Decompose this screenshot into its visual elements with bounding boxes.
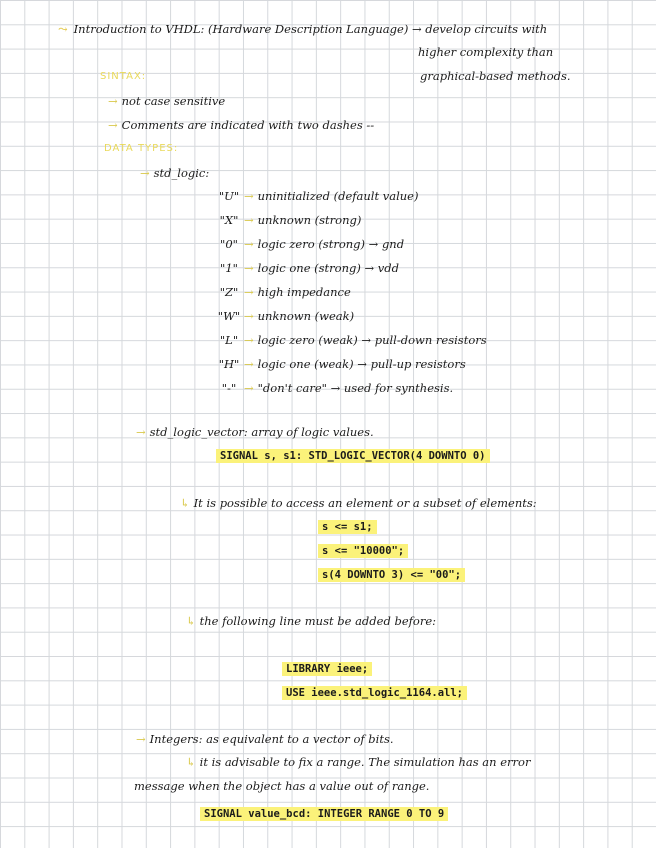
syntax-item-text: Comments are indicated with two dashes -- [121, 118, 375, 132]
std-logic-value-row [214, 333, 487, 347]
arrow-icon: → [136, 732, 146, 746]
vector-example-highlight: s <= s1; [318, 520, 377, 534]
std-logic-value-row [214, 285, 351, 299]
arrow-icon: → [244, 357, 254, 371]
integers-description: Integers: as equivalent to a vector of bits. [149, 732, 394, 746]
value-description: logic zero (weak) → pull-down resistors [257, 333, 487, 347]
library-note: the following line must be added before: [199, 614, 436, 628]
value-symbol: "W" [217, 309, 241, 323]
arrow-icon: → [244, 237, 254, 251]
library-note-line [186, 614, 436, 628]
hook-arrow-icon: ↳ [180, 496, 190, 510]
vector-description-line [136, 425, 374, 439]
arrow-icon: → [244, 333, 254, 347]
value-symbol: "L" [219, 333, 239, 347]
arrow-icon: → [244, 309, 254, 323]
arrow-icon: → [244, 381, 254, 395]
arrow-icon: → [244, 285, 254, 299]
syntax-heading: SINTAX: [100, 71, 147, 82]
arrow-icon: → [244, 189, 254, 203]
std-logic-value-row [214, 357, 466, 371]
std-logic-label-line [140, 166, 209, 180]
library-code-highlight: USE ieee.std_logic_1164.all; [282, 686, 467, 700]
value-description: unknown (weak) [257, 309, 355, 323]
value-symbol: "1" [220, 261, 238, 275]
library-code-line [282, 661, 372, 676]
value-symbol: "X" [219, 213, 239, 227]
intro-line-1 [58, 22, 547, 36]
integers-code-highlight: SIGNAL value_bcd: INTEGER RANGE 0 TO 9 [200, 807, 448, 821]
std-logic-value-row [214, 213, 361, 227]
value-description: logic one (strong) → vdd [257, 261, 400, 275]
data-types-heading: DATA TYPES: [104, 143, 179, 154]
hook-arrow-icon: ↳ [186, 614, 196, 628]
std-logic-value-row [214, 189, 418, 203]
vector-description: std_logic_vector: array of logic values. [149, 425, 374, 439]
syntax-item-1 [108, 94, 225, 108]
integers-advice-1: it is advisable to fix a range. The simulation has an error [199, 755, 531, 769]
library-code-line [282, 685, 467, 700]
intro-line-2: higher complexity than [418, 45, 554, 59]
std-logic-value-row [214, 261, 399, 275]
vector-access-note: It is possible to access an element or a subset of elements: [193, 496, 537, 510]
vector-example-line [318, 567, 465, 582]
intro-line-3: graphical-based methods. [420, 69, 571, 83]
arrow-icon: → [108, 118, 118, 132]
vector-example-line [318, 543, 408, 558]
value-description: unknown (strong) [257, 213, 362, 227]
arrow-icon: → [108, 94, 118, 108]
value-symbol: "Z" [219, 285, 239, 299]
value-description: logic one (weak) → pull-up resistors [257, 357, 466, 371]
vector-access-note-line [180, 496, 537, 510]
vector-code-highlight: SIGNAL s, s1: STD_LOGIC_VECTOR(4 DOWNTO 0) [216, 449, 490, 463]
arrow-icon: → [244, 261, 254, 275]
integers-advice-line-1 [186, 755, 530, 769]
std-logic-value-row [214, 309, 354, 323]
vector-example-line [318, 519, 377, 534]
library-code-highlight: LIBRARY ieee; [282, 662, 372, 676]
integers-line [136, 732, 394, 746]
syntax-item-text: not case sensitive [121, 94, 226, 108]
integers-advice-line-2: message when the object has a value out of range. [134, 779, 430, 793]
intro-text-1: Introduction to VHDL: (Hardware Description Language) → develop circuits with [73, 22, 548, 36]
value-description: uninitialized (default value) [257, 189, 419, 203]
value-symbol: "0" [220, 237, 238, 251]
arrow-icon: → [140, 166, 150, 180]
value-description: high impedance [257, 285, 351, 299]
hook-arrow-icon: ↳ [186, 755, 196, 769]
std-logic-label: std_logic: [153, 166, 210, 180]
std-logic-value-row [214, 381, 453, 395]
syntax-item-2 [108, 118, 374, 132]
vector-example-highlight: s(4 DOWNTO 3) <= "00"; [318, 568, 465, 582]
value-description: logic zero (strong) → gnd [257, 237, 405, 251]
vector-example-highlight: s <= "10000"; [318, 544, 408, 558]
arrow-icon: → [244, 213, 254, 227]
value-symbol: "U" [218, 189, 240, 203]
value-description: "don't care" → used for synthesis. [257, 381, 454, 395]
value-symbol: "H" [218, 357, 240, 371]
vector-code-line [216, 448, 490, 463]
std-logic-value-row [214, 237, 404, 251]
squiggle-arrow-icon: ⤳ [58, 22, 68, 36]
value-symbol: "-" [221, 381, 237, 395]
arrow-icon: → [136, 425, 146, 439]
integers-code-line [200, 806, 448, 821]
